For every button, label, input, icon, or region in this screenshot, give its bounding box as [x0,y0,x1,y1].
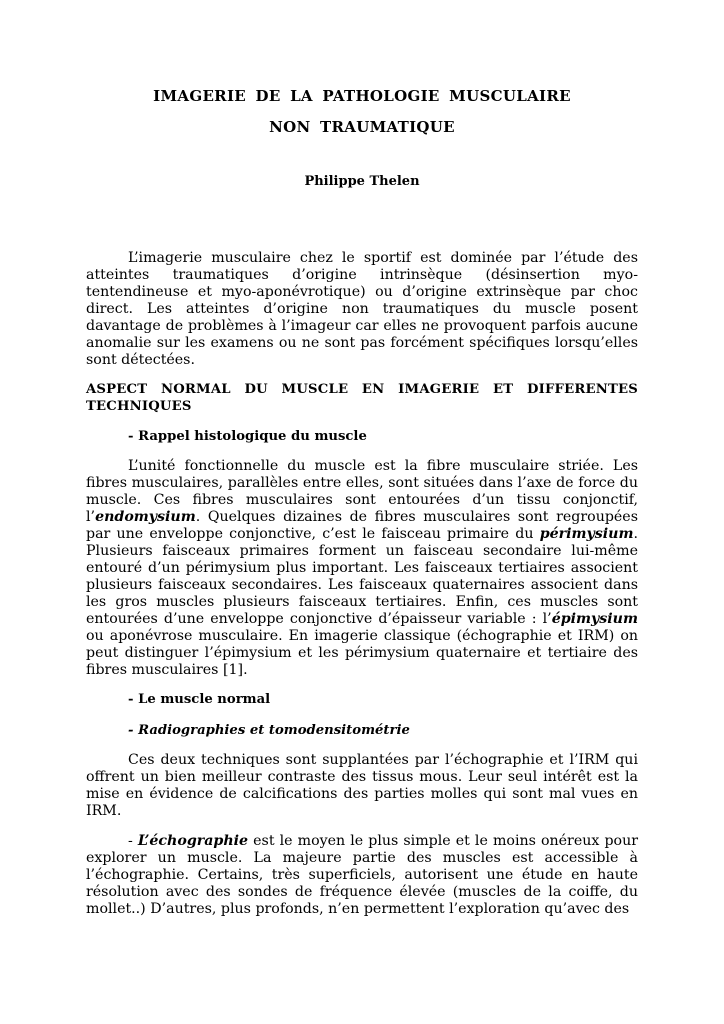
document-page [86,88,638,918]
histology-text-3: . Plusieurs faisceaux primaires forment un faisceau secondaire lui-même entouré d’un périmysium plus important. Les faisceaux tertiaires associent plusieurs faisceaux secondaires. Les faisceaux quaternaires associent dans les gros muscles plusieurs faisceaux tertiaires. Enfin, ces muscles sont entourées d’une enveloppe conjonctive d’épaisseur variable : l’ [86,526,638,628]
section-heading: ASPECT NORMAL DU MUSCLE EN IMAGERIE ET DIFFERENTES TECHNIQUES [86,382,638,414]
echography-text: est le moyen le plus simple et le moins onéreux pour explorer un muscle. La majeure partie des muscles est accessible à l’échographie. Certains, très superficiels, autorisent une étude en haute résolution avec des sondes de fréquence élevée (muscles de la coiffe, du mollet..) D’autres, plus profonds, n’en permettent l’exploration qu’avec des [86,832,638,917]
histology-text-1: L’unité fonctionnelle du muscle est la fibre musculaire striée. Les fibres musculaires, parallèles entre elles, sont situées dans l’axe de force du muscle. Ces fibres musculaires sont entourées d’un tissu conjonctif, l’ [86,458,638,526]
term-endomysium: endomysium [95,509,196,526]
subheading-radiography: - Radiographies et tomodensitométrie [128,722,410,738]
echography-paragraph [86,833,638,918]
subheading-normal-muscle: - Le muscle normal [128,692,271,708]
subheading-histology: - Rappel histologique du muscle [128,429,367,445]
histology-text-4: ou aponévrose musculaire. En imagerie classique (échographie et IRM) on peut distinguer l’épimysium et les périmysium quaternaire et tertiaire des fibres musculaires [1]. [86,628,638,679]
author-name: Philippe Thelen [304,174,420,189]
term-epimysium: épimysium [551,611,638,628]
intro-paragraph: L’imagerie musculaire chez le sportif est dominée par l’étude des atteintes traumatiques d’origine intrinsèque (désinsertion myo-tentendineuse et myo-aponévrotique) ou d’origine extrinsèque par choc direct. Les atteintes d’origine non traumatiques du muscle posent davantage de problèmes à l’imageur car elles ne provoquent parfois aucune anomalie sur les examens ou ne sont pas forcément spécifiques lorsqu’elles sont détectées. [86,250,638,368]
term-perimysium: périmysium [539,526,634,543]
echography-prefix: - [128,832,138,849]
histology-text-2: . Quelques dizaines de fibres musculaires sont regroupées par une enveloppe conjonctive, c’est le faisceau primaire du [86,509,638,543]
term-echography: L’échographie [137,832,249,849]
document-title-line-1: IMAGERIE DE LA PATHOLOGIE MUSCULAIRE [153,87,571,105]
histology-paragraph [86,458,638,679]
radiography-paragraph: Ces deux techniques sont supplantées par l’échographie et l’IRM qui offrent un bien meilleur contraste des tissus mous. Leur seul intérêt est la mise en évidence de calcifications des parties molles qui sont mal vues en IRM. [86,751,638,819]
document-title-line-2: NON TRAUMATIQUE [269,118,455,136]
